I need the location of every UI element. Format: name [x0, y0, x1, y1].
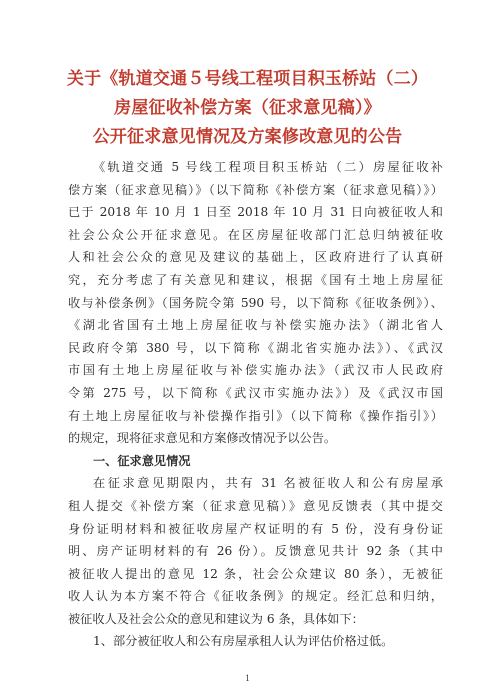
- intro-line: 已于 2018 年 10 月 1 日至 2018 年 10 月 31 日向被征收人和: [68, 205, 443, 220]
- section-line: 身份证明材料和被征收房屋产权证明的有 5 份，没有身份证: [68, 521, 443, 536]
- intro-line: 有土地上房屋征收与补偿操作指引》（以下简称《操作指引》）: [68, 408, 443, 423]
- intro-line: 令第 275 号，以下简称《武汉市实施办法》）及《武汉市国: [68, 385, 443, 400]
- intro-line: 偿方案（征求意见稿）》（以下简称《补偿方案（征求意见稿）》）: [68, 182, 443, 197]
- section-line: 被征收人及社会公众的意见和建议为 6 条，具体如下：: [68, 611, 364, 626]
- title-line-2: 房屋征收补偿方案（征求意见稿）》: [114, 98, 381, 118]
- intro-line: 的规定，现将征求意见和方案修改情况予以公告。: [68, 431, 337, 446]
- section-line: 在征求意见期限内，共有 31 名被征收人和公有房屋承: [93, 476, 443, 491]
- title-line-1: 关于《轨道交通５号线工程项目积玉桥站（二）: [66, 69, 429, 89]
- section-line: 被征收人提出的意见 12 条，社会公众建议 80 条），无被征: [68, 566, 443, 581]
- intro-line: 《湖北省国有土地上房屋征收与补偿实施办法》（湖北省人: [68, 318, 443, 333]
- section-line: 明、房产证明材料的有 26 份）。反馈意见共计 92 条（其中: [68, 544, 443, 559]
- section-heading: 一、征求意见情况: [93, 453, 191, 468]
- intro-line: 究，充分考虑了有关意见和建议，根据《国有土地上房屋征: [68, 272, 443, 287]
- intro-paragraph: [68, 156, 443, 450]
- intro-line: 《轨道交通 5 号线工程项目积玉桥站（二）房屋征收补: [93, 160, 443, 174]
- document-body: [68, 156, 443, 653]
- section-line: 收人认为本方案不符合《征收条例》的规定。经汇总和归纳，: [68, 589, 443, 604]
- intro-line: 民政府令第 380 号，以下简称《湖北省实施办法》）、《武汉: [68, 340, 443, 355]
- intro-line: 收与补偿条例》（国务院令第 590 号，以下简称《征收条例》）、: [68, 295, 443, 310]
- intro-line: 社会公众公开征求意见。在区房屋征收部门汇总归纳被征收: [68, 227, 443, 242]
- section-line: 1、部分被征收人和公有房屋承租人认为评估价格过低。: [93, 634, 394, 649]
- section-line: 租人提交《补偿方案（征求意见稿）》意见反馈表（其中提交: [68, 498, 443, 513]
- section-paragraph: [68, 472, 443, 653]
- page-number: 1: [245, 673, 250, 683]
- intro-line: 市国有土地上房屋征收与补偿实施办法》（武汉市人民政府: [68, 363, 443, 378]
- title-line-3: 公开征求意见情况及方案修改意见的公告: [92, 127, 403, 147]
- intro-line: 人和社会公众的意见及建议的基础上，区政府进行了认真研: [68, 250, 443, 265]
